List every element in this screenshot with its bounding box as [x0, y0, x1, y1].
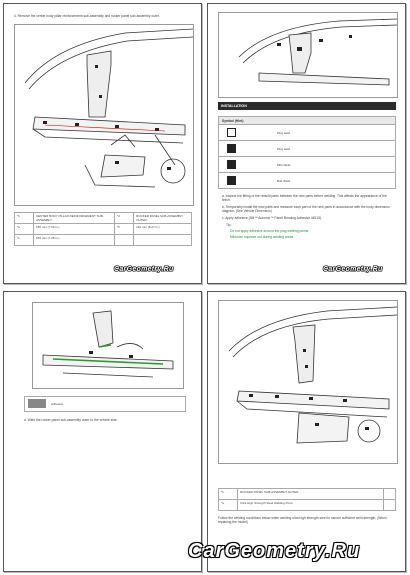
- table-cell: [384, 500, 396, 511]
- symbol-row: [218, 157, 396, 173]
- table-row: [219, 500, 396, 511]
- step-4-text: 4. Remove the center body pillar reinforcement sub-assembly and rocker panel sub-assembly outer.: [14, 14, 160, 18]
- table-row: [15, 235, 192, 246]
- pillar-figure: [218, 12, 398, 98]
- butt-weld-icon: [227, 176, 236, 185]
- parts-table: [14, 212, 192, 246]
- rocker-panel-figure: [32, 302, 184, 389]
- watermark-small: CarGeometry.Ru: [114, 266, 174, 273]
- pillar-removal-drawing: [15, 25, 193, 205]
- installation-header: INSTALLATION: [218, 102, 396, 110]
- table-cell: 180 mm (7.09 in.): [34, 224, 115, 235]
- table-cell: [115, 235, 134, 246]
- watermark-large: CarGeometry.Ru: [188, 540, 361, 562]
- table-row: [15, 213, 192, 224]
- symbol-label: MIG Weld: [277, 163, 291, 167]
- table-cell: *1: [219, 489, 238, 500]
- table-cell: 210 mm (8.27 in.): [134, 224, 192, 235]
- table-cell: *c: [15, 235, 34, 246]
- note-a: a. Inspect the fitting of the rebuild parts between the new parts before welding. This affects the appearance of the finish.: [222, 194, 387, 202]
- page-1: [3, 3, 202, 284]
- table-cell: 155 mm (7.28 in.): [34, 235, 115, 246]
- table-cell: *a: [15, 224, 34, 235]
- table-cell: [134, 235, 192, 246]
- legend-label: Adhesive: [51, 402, 64, 406]
- table-cell: *b: [115, 224, 134, 235]
- table-cell: *2: [115, 213, 134, 224]
- pillar-removal-figure: [14, 24, 194, 206]
- welding-conditions-note: Follow the welding conditions below when welding ultra high strength steel to secure sufficient weld strength. (When replacing the model): [218, 516, 387, 524]
- tip-label: Tip:: [226, 223, 232, 227]
- tip-1: Do not apply adhesive around the plug welding points: [230, 229, 309, 233]
- symbol-label: Plug weld: [277, 147, 291, 151]
- symbol-row: [218, 125, 396, 141]
- rocker-panel-drawing: [33, 303, 183, 388]
- table-cell: ROCKER PANEL SUB-ASSEMBLY OUTER: [238, 489, 384, 500]
- symbol-label: Butt Weld: [277, 179, 290, 183]
- symbol-row: [218, 173, 396, 189]
- table-cell: CENTER BODY PILLAR REINFORCEMENT SUB-ASSEMBLY: [34, 213, 115, 224]
- table-cell: Ultra High Strength Steel Welding Point: [238, 500, 384, 511]
- table-row: [219, 489, 396, 500]
- adhesive-swatch-icon: [28, 399, 46, 408]
- symbols-header: Symbol (Hint): [218, 116, 396, 125]
- page-3: [3, 291, 202, 572]
- tip-2: Minimize squeeze out during welding areas: [230, 235, 294, 239]
- mig-weld-icon: [227, 160, 236, 169]
- weld-points-table: [218, 488, 396, 511]
- note-c: c. Apply adhesive (3M™ Automix™ Panel Bonding Adhesive #8115).: [222, 216, 323, 220]
- page-4: [207, 291, 406, 572]
- note-b: b. Temporarily install the new parts and measure each part of the new parts in accordance with the body dimension diagram. (See Vehicle Dimension): [222, 205, 390, 213]
- symbol-row: [218, 141, 396, 157]
- symbol-label: Plug weld: [277, 131, 291, 135]
- welding-drawing: [219, 301, 397, 463]
- table-cell: *a: [219, 500, 238, 511]
- plug-weld-outline-icon: [227, 128, 236, 137]
- table-cell: [384, 489, 396, 500]
- pillar-drawing: [219, 13, 397, 97]
- watermark-small: CarGeometry.Ru: [323, 266, 383, 273]
- table-row: [15, 224, 192, 235]
- step-d-text: d. Weld the rocker panel sub-assembly outer to the vehicle side.: [24, 418, 118, 422]
- plug-weld-solid-icon: [227, 144, 236, 153]
- table-cell: ROCKER PANEL SUB-ASSEMBLY OUTER: [134, 213, 192, 224]
- page-2: [207, 3, 406, 284]
- legend-row: [24, 396, 186, 412]
- welding-figure: [218, 300, 398, 464]
- table-cell: *1: [15, 213, 34, 224]
